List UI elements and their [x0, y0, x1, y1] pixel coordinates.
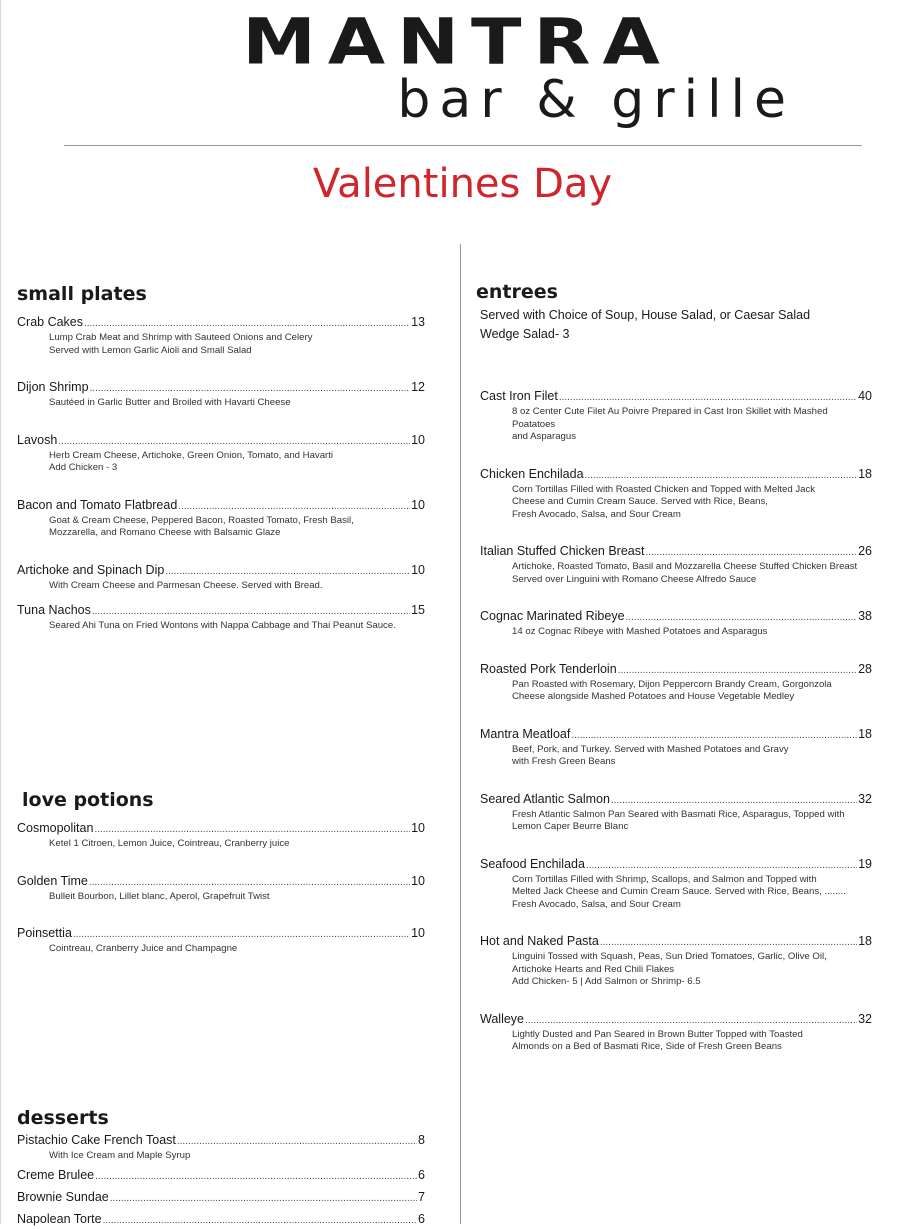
menu-item-name: Poinsettia: [17, 926, 72, 940]
menu-item: [17, 314, 425, 357]
menu-item: [480, 726, 872, 769]
menu-item: [480, 661, 872, 704]
dot-leader: [84, 316, 410, 332]
dot-leader: [600, 935, 857, 951]
menu-item-name: Roasted Pork Tenderloin: [480, 661, 617, 676]
menu-item: [480, 466, 872, 522]
menu-item-line: [17, 1211, 425, 1229]
small-plates-section: [17, 282, 425, 633]
menu-item-price: 13: [411, 315, 425, 329]
menu-item: [17, 820, 425, 851]
menu-item-description: Served over Linguini with Romano Cheese Alfredo Sauce: [512, 573, 757, 585]
small-plates-heading: small plates: [17, 283, 147, 305]
menu-item-description: Served with Lemon Garlic Aioli and Small Salad: [49, 344, 252, 356]
menu-item: [17, 602, 425, 633]
wedge-salad-note: Wedge Salad- 3: [480, 327, 570, 341]
menu-item-description: Sautéed in Garlic Butter and Broiled with Havarti Cheese: [49, 397, 291, 408]
menu-item-line: [480, 1011, 872, 1029]
dot-leader: [94, 822, 410, 838]
love-potions-section: [17, 788, 425, 956]
dot-leader: [586, 858, 857, 874]
menu-item-name: Walleye: [480, 1011, 524, 1026]
menu-item-description: Cheese alongside Mashed Potatoes and House Vegetable Medley: [512, 691, 795, 702]
menu-item-description: Beef, Pork, and Turkey. Served with Mashed Potatoes and Gravy: [512, 743, 789, 755]
menu-item-line: [17, 1189, 425, 1207]
menu-item: [480, 608, 872, 639]
menu-item-line: [17, 873, 425, 891]
dot-leader: [110, 1191, 417, 1207]
menu-item-description: Cointreau, Cranberry Juice and Champagne: [49, 943, 238, 954]
desserts-section: [17, 1106, 425, 1229]
menu-item-description: Pan Roasted with Rosemary, Dijon Peppercorn Brandy Cream, Gorgonzola: [512, 678, 832, 690]
menu-item-description: Almonds on a Bed of Basmati Rice, Side of Fresh Green Beans: [512, 1041, 782, 1052]
menu-item-name: Hot and Naked Pasta: [480, 934, 599, 948]
menu-item: [17, 497, 425, 540]
menu-item-description: 14 oz Cognac Ribeye with Mashed Potatoes and Asparagus: [512, 626, 768, 637]
menu-item-price: 8: [418, 1133, 425, 1147]
menu-item-description: Herb Cream Cheese, Artichoke, Green Onion, Tomato, and Havarti: [49, 449, 334, 461]
desserts-heading: desserts: [17, 1107, 109, 1129]
menu-item-line: [17, 925, 425, 943]
menu-item-description: Fresh Avocado, Salsa, and Sour Cream: [512, 508, 681, 520]
menu-item-description: Artichoke, Roasted Tomato, Basil and Mozzarella Cheese Stuffed Chicken Breast: [512, 561, 858, 572]
menu-item-name: Creme Brulee: [17, 1167, 95, 1182]
brand-logo-subtitle: bar & grille: [397, 70, 795, 130]
love-potions-heading: love potions: [22, 789, 154, 811]
menu-item-description: 8 oz Center Cute Filet Au Poivre Prepared in Cast Iron Skillet with Mashed Poatatoes: [512, 406, 828, 430]
menu-item-name: Lavosh: [17, 432, 58, 447]
menu-item-price: 28: [858, 661, 872, 676]
menu-item-price: 38: [858, 609, 872, 623]
menu-item: [480, 791, 872, 834]
menu-item-name: Cosmopolitan: [17, 821, 94, 835]
menu-item: [17, 873, 425, 904]
menu-item-line: [17, 432, 425, 450]
menu-item-line: [480, 726, 872, 744]
menu-item-line: [17, 602, 425, 620]
menu-item-price: 18: [858, 466, 872, 481]
menu-item: [17, 1189, 425, 1207]
menu-item-price: 19: [858, 856, 872, 871]
menu-item-price: 32: [858, 791, 872, 806]
dot-leader: [89, 875, 410, 891]
menu-item-line: [480, 466, 872, 484]
dot-leader: [626, 610, 858, 626]
menu-item-price: 10: [411, 497, 425, 512]
menu-item-description: Ketel 1 Citroen, Lemon Juice, Cointreau, Cranberry juice: [49, 838, 290, 849]
dot-leader: [73, 927, 410, 943]
menu-item-line: [17, 314, 425, 332]
menu-item-line: [17, 1132, 425, 1150]
menu-item-description: Fresh Atlantic Salmon Pan Seared with Basmati Rice, Asparagus, Topped with: [512, 808, 845, 820]
menu-item-price: 32: [858, 1011, 872, 1026]
menu-item: [480, 1011, 872, 1054]
menu-item-price: 12: [411, 380, 425, 394]
menu-item-description: Bulleit Bourbon, Lillet blanc, Aperol, Grapefruit Twist: [49, 890, 270, 902]
menu-item-line: [17, 497, 425, 515]
menu-item-name: Pistachio Cake French Toast: [17, 1133, 176, 1147]
menu-item-name: Golden Time: [17, 873, 88, 888]
menu-item: [17, 925, 425, 956]
menu-item-description: With Cream Cheese and Parmesan Cheese. Served with Bread.: [49, 579, 323, 591]
menu-item: [17, 1132, 425, 1163]
menu-item-price: 40: [858, 389, 872, 403]
menu-item-name: Cognac Marinated Ribeye: [480, 609, 625, 623]
menu-item-description: Corn Tortillas Filled with Shrimp, Scallops, and Salmon and Topped with: [512, 873, 817, 885]
header-divider: [64, 145, 862, 146]
menu-item-price: 6: [418, 1167, 425, 1182]
menu-item-price: 18: [858, 934, 872, 948]
menu-item-description: Lump Crab Meat and Shrimp with Sauteed Onions and Celery: [49, 332, 313, 343]
menu-item-name: Cast Iron Filet: [480, 389, 558, 403]
menu-item-name: Seared Atlantic Salmon: [480, 791, 610, 806]
menu-item-description: Artichoke Hearts and Red Chili Flakes: [512, 963, 675, 975]
menu-item-name: Chicken Enchilada: [480, 466, 584, 481]
menu-item-name: Crab Cakes: [17, 315, 83, 329]
menu-item: [17, 1211, 425, 1229]
dot-leader: [103, 1213, 417, 1229]
menu-item: [17, 379, 425, 410]
menu-item-description: Lightly Dusted and Pan Seared in Brown Butter Topped with Toasted: [512, 1028, 803, 1040]
menu-item-name: Brownie Sundae: [17, 1189, 109, 1204]
menu-item-description: Lemon Caper Beurre Blanc: [512, 821, 629, 832]
menu-item-line: [480, 933, 872, 951]
menu-item-description: Add Chicken- 5 | Add Salmon or Shrimp- 6.5: [512, 976, 701, 987]
menu-item-description: Seared Ahi Tuna on Fried Wontons with Nappa Cabbage and Thai Peanut Sauce.: [49, 620, 396, 631]
entrees-section: [476, 280, 872, 1054]
menu-item-line: [480, 388, 872, 406]
dot-leader: [95, 1169, 417, 1185]
brand-logo-name: MANTRA: [242, 4, 672, 79]
menu-item-price: 6: [418, 1211, 425, 1226]
menu-item-line: [480, 791, 872, 809]
menu-item-line: [480, 661, 872, 679]
menu-item-line: [480, 608, 872, 626]
menu-item-name: Tuna Nachos: [17, 603, 91, 617]
dot-leader: [58, 434, 410, 450]
menu-item-line: [17, 379, 425, 397]
column-divider: [460, 244, 461, 1224]
menu-item-price: 10: [411, 562, 425, 577]
menu-item-description: Mozzarella, and Romano Cheese with Balsamic Glaze: [49, 527, 281, 538]
menu-item-price: 26: [858, 544, 872, 558]
dot-leader: [165, 564, 410, 580]
dot-leader: [92, 604, 410, 620]
menu-item-line: [17, 562, 425, 580]
menu-item-description: and Asparagus: [512, 431, 577, 442]
dot-leader: [585, 468, 858, 484]
menu-item-description: With Ice Cream and Maple Syrup: [49, 1150, 191, 1161]
dot-leader: [611, 793, 857, 809]
menu-item-price: 7: [418, 1189, 425, 1204]
entrees-heading: entrees: [476, 281, 558, 303]
menu-item: [480, 933, 872, 989]
menu-item: [480, 543, 872, 586]
menu-item: [480, 856, 872, 912]
menu-item-description: Cheese and Cumin Cream Sauce. Served with Rice, Beans,: [512, 496, 768, 507]
menu-item-description: Corn Tortillas Filled with Roasted Chicken and Topped with Melted Jack: [512, 483, 816, 495]
dot-leader: [178, 499, 410, 515]
menu-item-price: 10: [411, 926, 425, 940]
menu-item-description: Goat & Cream Cheese, Peppered Bacon, Roasted Tomato, Fresh Basil,: [49, 514, 354, 526]
menu-item-description: Linguini Tossed with Squash, Peas, Sun Dried Tomatoes, Garlic, Olive Oil,: [512, 951, 827, 962]
menu-item: [17, 432, 425, 475]
menu-item: [480, 388, 872, 444]
menu-item-line: [17, 820, 425, 838]
dot-leader: [645, 545, 857, 561]
menu-item-name: Italian Stuffed Chicken Breast: [480, 544, 645, 558]
menu-item: [17, 1167, 425, 1185]
menu-item-description: Melted Jack Cheese and Cumin Cream Sauce. Served with Rice, Beans, ........: [512, 886, 846, 897]
menu-item-name: Seafood Enchilada: [480, 856, 585, 871]
menu-item-price: 10: [411, 432, 425, 447]
dot-leader: [571, 728, 857, 744]
dot-leader: [525, 1013, 857, 1029]
menu-item-description: Fresh Avocado, Salsa, and Sour Cream: [512, 898, 681, 910]
menu-item-name: Bacon and Tomato Flatbread: [17, 497, 178, 512]
entrees-subtitle: Served with Choice of Soup, House Salad, or Caesar Salad: [480, 308, 811, 322]
menu-item-name: Napolean Torte: [17, 1211, 102, 1226]
menu-item-price: 18: [858, 726, 872, 741]
dot-leader: [90, 381, 411, 397]
menu-item-name: Mantra Meatloaf: [480, 726, 571, 741]
menu-item-line: [480, 856, 872, 874]
dot-leader: [559, 390, 857, 406]
menu-item-price: 15: [411, 603, 425, 617]
menu-item-line: [17, 1167, 425, 1185]
menu-item-name: Dijon Shrimp: [17, 380, 89, 394]
page-title: Valentines Day: [312, 161, 613, 207]
menu-item-price: 10: [411, 873, 425, 888]
menu-item-price: 10: [411, 821, 425, 835]
dot-leader: [618, 663, 857, 679]
menu-item-name: Artichoke and Spinach Dip: [17, 562, 165, 577]
menu-item-description: Add Chicken - 3: [49, 462, 118, 473]
dot-leader: [177, 1134, 417, 1150]
menu-item-line: [480, 543, 872, 561]
menu-item-description: with Fresh Green Beans: [512, 756, 616, 767]
menu-item: [17, 562, 425, 593]
